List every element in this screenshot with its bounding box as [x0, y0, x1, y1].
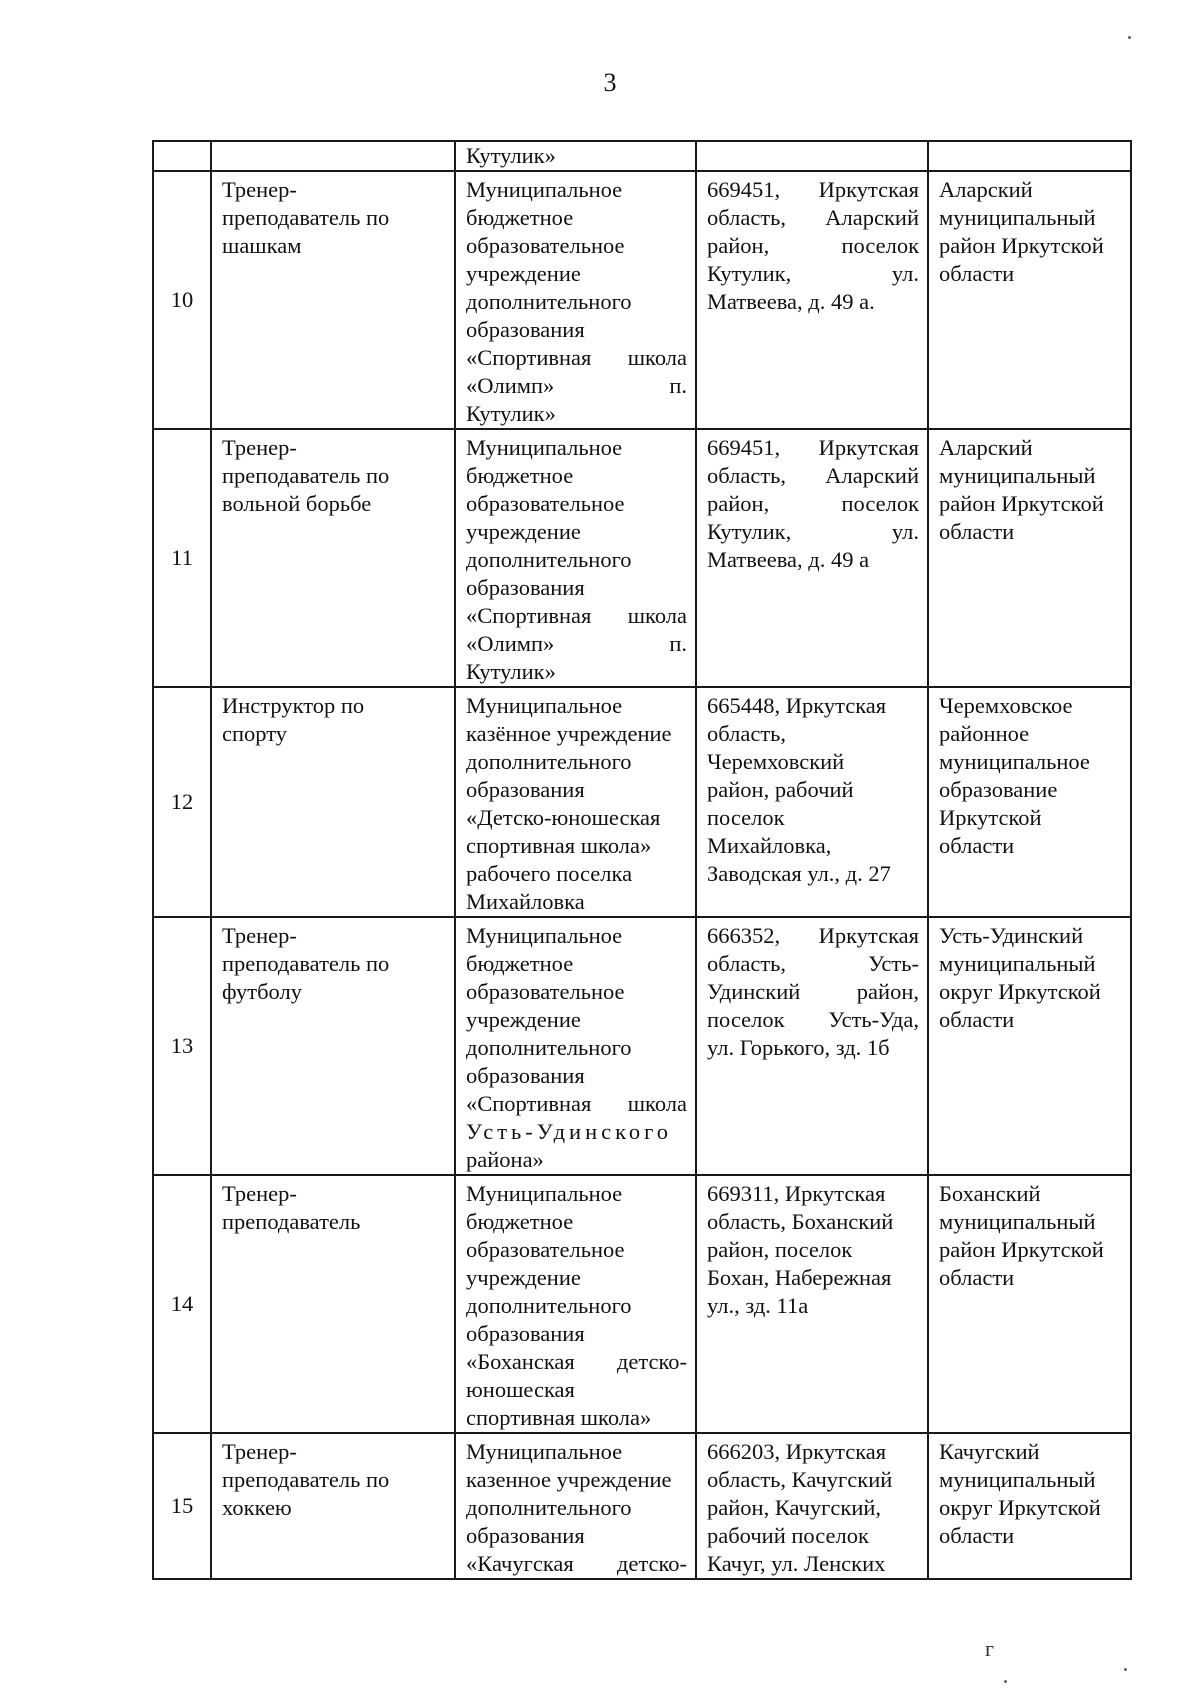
position-cell [211, 687, 455, 917]
institution-line: бюджетное [466, 1209, 574, 1234]
institution-line: учреждение [466, 261, 581, 286]
position-cell [211, 141, 455, 171]
institution-line: образования [466, 1523, 585, 1548]
municipality-line: Черемховское [939, 693, 1073, 718]
table-row [153, 917, 1131, 1175]
municipality-line: районное [939, 721, 1030, 746]
municipality-cell [928, 687, 1131, 917]
address-line: 669311, Иркутская [707, 1181, 886, 1206]
address-line: область, Боханский [707, 1209, 894, 1234]
institution-line: образования [466, 1321, 585, 1346]
institution-line: образовательное [466, 233, 625, 258]
institution-line: спортивная школа» [466, 833, 652, 858]
institution-line: Муниципальное [466, 177, 623, 202]
position-line: вольной борьбе [222, 491, 372, 516]
address-line: Кутулик, ул. [707, 519, 919, 544]
institution-line: Муниципальное [466, 693, 623, 718]
address-line: 666203, Иркутская [707, 1439, 887, 1464]
position-line: Тренер- [222, 1439, 297, 1464]
municipality-cell [928, 917, 1131, 1175]
address-cell [696, 687, 928, 917]
address-cell [696, 1175, 928, 1433]
address-line: область, Аларский [707, 205, 919, 230]
institution-line: «Олимп» п. [466, 373, 687, 398]
scan-speck [1004, 1680, 1007, 1683]
address-line: район, Качугский, [707, 1495, 882, 1520]
institution-line: Муниципальное [466, 923, 623, 948]
municipality-line: области [939, 261, 1015, 286]
institution-line: бюджетное [466, 951, 574, 976]
continuation-row [153, 141, 1131, 171]
institution-line: «Олимп» п. [466, 631, 687, 656]
address-line: район, поселок [707, 1237, 853, 1262]
institution-line: образования [466, 1063, 585, 1088]
institution-cell [455, 1433, 696, 1579]
institution-line: Кутулик» [466, 659, 556, 684]
address-line: Качуг, ул. Ленских [707, 1551, 886, 1576]
institution-line: образования [466, 575, 585, 600]
institution-line: «Качугская детско- [466, 1551, 687, 1576]
institution-line: учреждение [466, 519, 581, 544]
address-line: область, Усть- [707, 951, 919, 976]
address-line: Удинский район, [707, 979, 919, 1004]
municipality-line: Аларский [939, 177, 1033, 202]
institution-line: образовательное [466, 1237, 625, 1262]
address-line: Кутулик, ул. [707, 261, 919, 286]
municipality-line: муниципальное [939, 749, 1090, 774]
position-line: Тренер- [222, 1181, 297, 1206]
municipality-line: округ Иркутской [939, 1495, 1101, 1520]
institution-line: образовательное [466, 491, 625, 516]
address-cell [696, 917, 928, 1175]
municipality-line: Иркутской [939, 805, 1042, 830]
address-line: поселок Усть-Уда, [707, 1007, 919, 1032]
address-line: ул., зд. 11а [707, 1293, 809, 1318]
address-line: район, поселок [707, 233, 919, 258]
address-line: Михайловка, [707, 833, 832, 858]
institution-line: рабочего поселка [466, 861, 633, 886]
address-line: Матвеева, д. 49 а [707, 547, 870, 572]
institution-line: Усть-Удинского [466, 1119, 673, 1144]
municipality-line: области [939, 1007, 1015, 1032]
address-line: 669451, Иркутская [707, 435, 919, 460]
address-line: рабочий поселок [707, 1523, 869, 1548]
num-cell: 10 [153, 171, 211, 429]
institution-cell [455, 429, 696, 687]
address-line: 669451, Иркутская [707, 177, 919, 202]
institution-line: «Спортивная школа [466, 603, 687, 628]
position-line: преподаватель по [222, 1467, 390, 1492]
municipality-cell [928, 171, 1131, 429]
institution-line: Кутулик» [466, 143, 556, 168]
institution-line: дополнительного [466, 289, 632, 314]
scan-speck [1128, 36, 1131, 39]
address-line: Черемховский [707, 749, 845, 774]
municipality-cell [928, 1175, 1131, 1433]
num-cell [153, 141, 211, 171]
address-line: область, [707, 721, 787, 746]
institution-line: дополнительного [466, 1495, 632, 1520]
position-line: спорту [222, 721, 288, 746]
address-line: ул. Горького, зд. 1б [707, 1035, 890, 1060]
page-number: 3 [603, 68, 617, 97]
num-cell: 11 [153, 429, 211, 687]
municipality-cell [928, 429, 1131, 687]
institution-line: учреждение [466, 1007, 581, 1032]
institution-cell [455, 171, 696, 429]
institution-line: юношеская [466, 1377, 575, 1402]
scan-speck [1124, 1668, 1127, 1671]
position-cell [211, 429, 455, 687]
table-row [153, 1433, 1131, 1579]
municipality-line: муниципальный [939, 1209, 1096, 1234]
institution-cell [455, 687, 696, 917]
address-line: поселок [707, 805, 785, 830]
institution-line: «Спортивная школа [466, 1091, 687, 1116]
municipality-line: области [939, 519, 1015, 544]
institution-line: образования [466, 777, 585, 802]
position-cell [211, 1433, 455, 1579]
institution-line: «Боханская детско- [466, 1349, 687, 1374]
position-line: Тренер- [222, 177, 297, 202]
position-line: преподаватель по [222, 951, 390, 976]
institution-line: казённое учреждение [466, 721, 672, 746]
institution-line: Муниципальное [466, 435, 623, 460]
municipality-line: Усть-Удинский [939, 923, 1084, 948]
address-line: 666352, Иркутская [707, 923, 919, 948]
position-line: шашкам [222, 233, 302, 258]
municipality-line: области [939, 1523, 1015, 1548]
address-line: Матвеева, д. 49 а. [707, 289, 875, 314]
municipality-line: области [939, 1265, 1015, 1290]
institution-line: спортивная школа» [466, 1405, 652, 1430]
position-line: преподаватель [222, 1209, 361, 1234]
municipality-line: образование [939, 777, 1058, 802]
institution-line: «Детско-юношеская [466, 805, 661, 830]
municipality-line: Качугский [939, 1439, 1040, 1464]
institution-line: Кутулик» [466, 401, 556, 426]
municipality-line: муниципальный [939, 463, 1096, 488]
municipality-cell [928, 1433, 1131, 1579]
positions-table [152, 140, 1132, 1580]
municipality-line: области [939, 833, 1015, 858]
position-line: преподаватель по [222, 463, 390, 488]
num-cell: 15 [153, 1433, 211, 1579]
address-line: 665448, Иркутская [707, 693, 887, 718]
institution-line: «Спортивная школа [466, 345, 687, 370]
institution-line: бюджетное [466, 463, 574, 488]
position-line: Инструктор по [222, 693, 365, 718]
table-row [153, 687, 1131, 917]
position-cell [211, 1175, 455, 1433]
municipality-line: муниципальный [939, 1467, 1096, 1492]
position-cell [211, 917, 455, 1175]
municipality-line: муниципальный [939, 205, 1096, 230]
institution-line: дополнительного [466, 1293, 632, 1318]
position-line: преподаватель по [222, 205, 390, 230]
institution-line: дополнительного [466, 1035, 632, 1060]
institution-line: учреждение [466, 1265, 581, 1290]
municipality-line: Аларский [939, 435, 1033, 460]
address-line: Бохан, Набережная [707, 1265, 892, 1290]
institution-line: образовательное [466, 979, 625, 1004]
position-line: футболу [222, 979, 302, 1004]
institution-line: образования [466, 317, 585, 342]
address-cell [696, 1433, 928, 1579]
position-line: Тренер- [222, 923, 297, 948]
table-row [153, 429, 1131, 687]
institution-cell [455, 1175, 696, 1433]
num-cell: 13 [153, 917, 211, 1175]
address-cell [696, 171, 928, 429]
position-line: хоккею [222, 1495, 292, 1520]
address-line: район, поселок [707, 491, 919, 516]
institution-cell [455, 917, 696, 1175]
institution-line: Муниципальное [466, 1439, 623, 1464]
institution-cell [455, 141, 696, 171]
address-cell [696, 141, 928, 171]
num-cell: 14 [153, 1175, 211, 1433]
municipality-line: район Иркутской [939, 491, 1104, 516]
table-row [153, 1175, 1131, 1433]
institution-line: Муниципальное [466, 1181, 623, 1206]
corner-mark: г [985, 1636, 995, 1661]
institution-line: бюджетное [466, 205, 574, 230]
address-cell [696, 429, 928, 687]
municipality-line: округ Иркутской [939, 979, 1101, 1004]
municipality-line: район Иркутской [939, 233, 1104, 258]
address-line: область, Аларский [707, 463, 919, 488]
institution-line: Михайловка [466, 889, 585, 914]
municipality-line: район Иркутской [939, 1237, 1104, 1262]
position-cell [211, 171, 455, 429]
num-cell: 12 [153, 687, 211, 917]
institution-line: района» [466, 1147, 544, 1172]
table-row [153, 171, 1131, 429]
address-line: район, рабочий [707, 777, 854, 802]
address-line: Заводская ул., д. 27 [707, 861, 891, 886]
position-line: Тренер- [222, 435, 297, 460]
institution-line: дополнительного [466, 749, 632, 774]
municipality-line: муниципальный [939, 951, 1096, 976]
institution-line: дополнительного [466, 547, 632, 572]
municipality-line: Боханский [939, 1181, 1041, 1206]
address-line: область, Качугский [707, 1467, 893, 1492]
municipality-cell [928, 141, 1131, 171]
institution-line: казенное учреждение [466, 1467, 672, 1492]
